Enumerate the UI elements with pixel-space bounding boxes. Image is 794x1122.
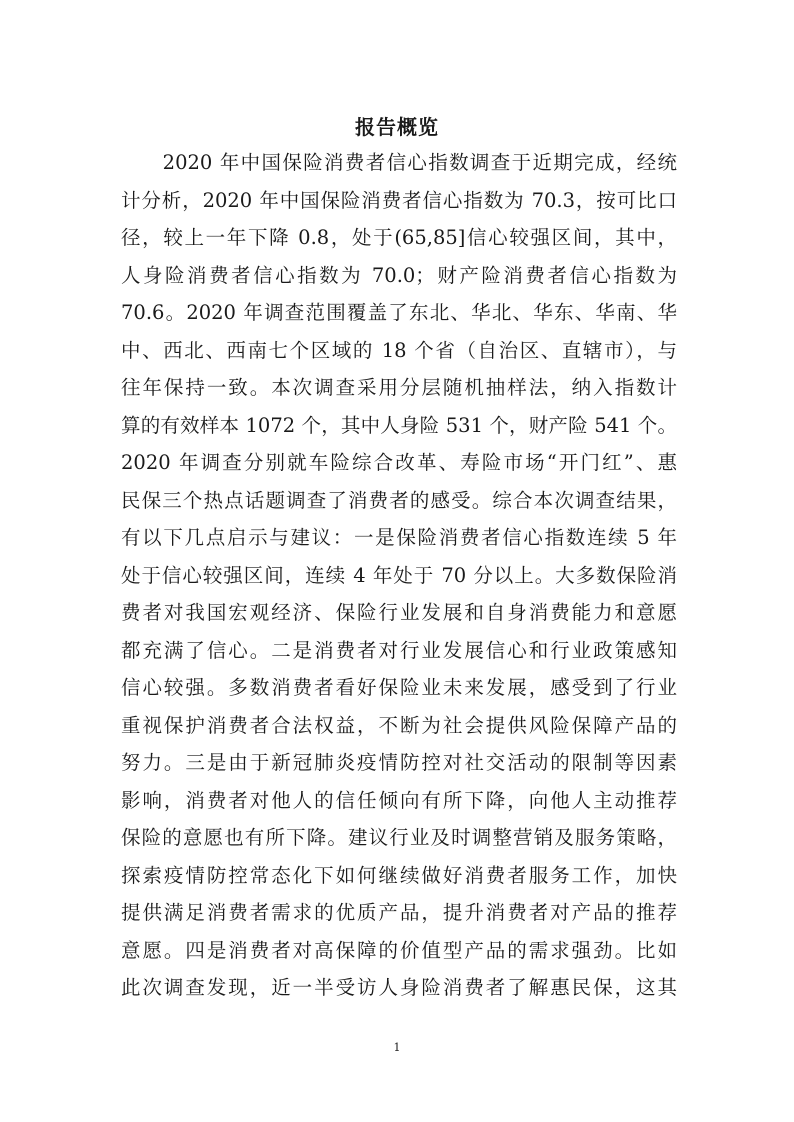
body-line: 意愿。四是消费者对高保障的价值型产品的需求强劲。比如 <box>121 938 677 962</box>
body-line: 此次调查发现，近一半受访人身险消费者了解惠民保，这其 <box>121 976 677 999</box>
body-line: 70.6。2020 年调查范围覆盖了东北、华北、华东、华南、华 <box>121 301 677 324</box>
body-line: 影响，消费者对他人的信任倾向有所下降，向他人主动推荐 <box>121 788 677 812</box>
body-line: 2020 年中国保险消费者信心指数调查于近期完成，经统 <box>121 151 677 174</box>
body-line: 提供满足消费者需求的优质产品，提升消费者对产品的推荐 <box>121 901 677 924</box>
body-line: 费者对我国宏观经济、保险行业发展和自身消费能力和意愿 <box>121 601 677 624</box>
report-title: 报告概览 <box>355 115 439 139</box>
body-line: 信心较强。多数消费者看好保险业未来发展，感受到了行业 <box>121 676 677 699</box>
body-line: 有以下几点启示与建议：一是保险消费者信心指数连续 5 年 <box>121 526 677 549</box>
body-line: 民保三个热点话题调查了消费者的感受。综合本次调查结果， <box>121 488 677 512</box>
report-body <box>121 144 677 1007</box>
body-line: 中、西北、西南七个区域的 18 个省（自治区、直辖市），与 <box>121 338 677 362</box>
body-line: 重视保护消费者合法权益，不断为社会提供风险保障产品的 <box>121 713 677 737</box>
body-line: 探索疫情防控常态化下如何继续做好消费者服务工作，加快 <box>121 863 677 887</box>
body-line: 计分析，2020 年中国保险消费者信心指数为 70.3，按可比口 <box>121 188 677 212</box>
page-number: 1 <box>393 1041 401 1054</box>
body-line: 处于信心较强区间，连续 4 年处于 70 分以上。大多数保险消 <box>121 563 677 587</box>
body-line: 都充满了信心。二是消费者对行业发展信心和行业政策感知 <box>121 638 677 662</box>
body-line: 努力。三是由于新冠肺炎疫情防控对社交活动的限制等因素 <box>121 751 677 774</box>
body-line: 往年保持一致。本次调查采用分层随机抽样法，纳入指数计 <box>121 376 677 399</box>
body-line: 2020 年调查分别就车险综合改革、寿险市场“开门红”、惠 <box>121 451 677 474</box>
body-line: 算的有效样本 1072 个，其中人身险 531 个，财产险 541 个。 <box>121 413 677 437</box>
body-line: 径，较上一年下降 0.8，处于(65,85]信心较强区间，其中， <box>121 226 677 249</box>
body-line: 人身险消费者信心指数为 70.0；财产险消费者信心指数为 <box>121 263 677 287</box>
body-line: 保险的意愿也有所下降。建议行业及时调整营销及服务策略， <box>121 826 677 849</box>
